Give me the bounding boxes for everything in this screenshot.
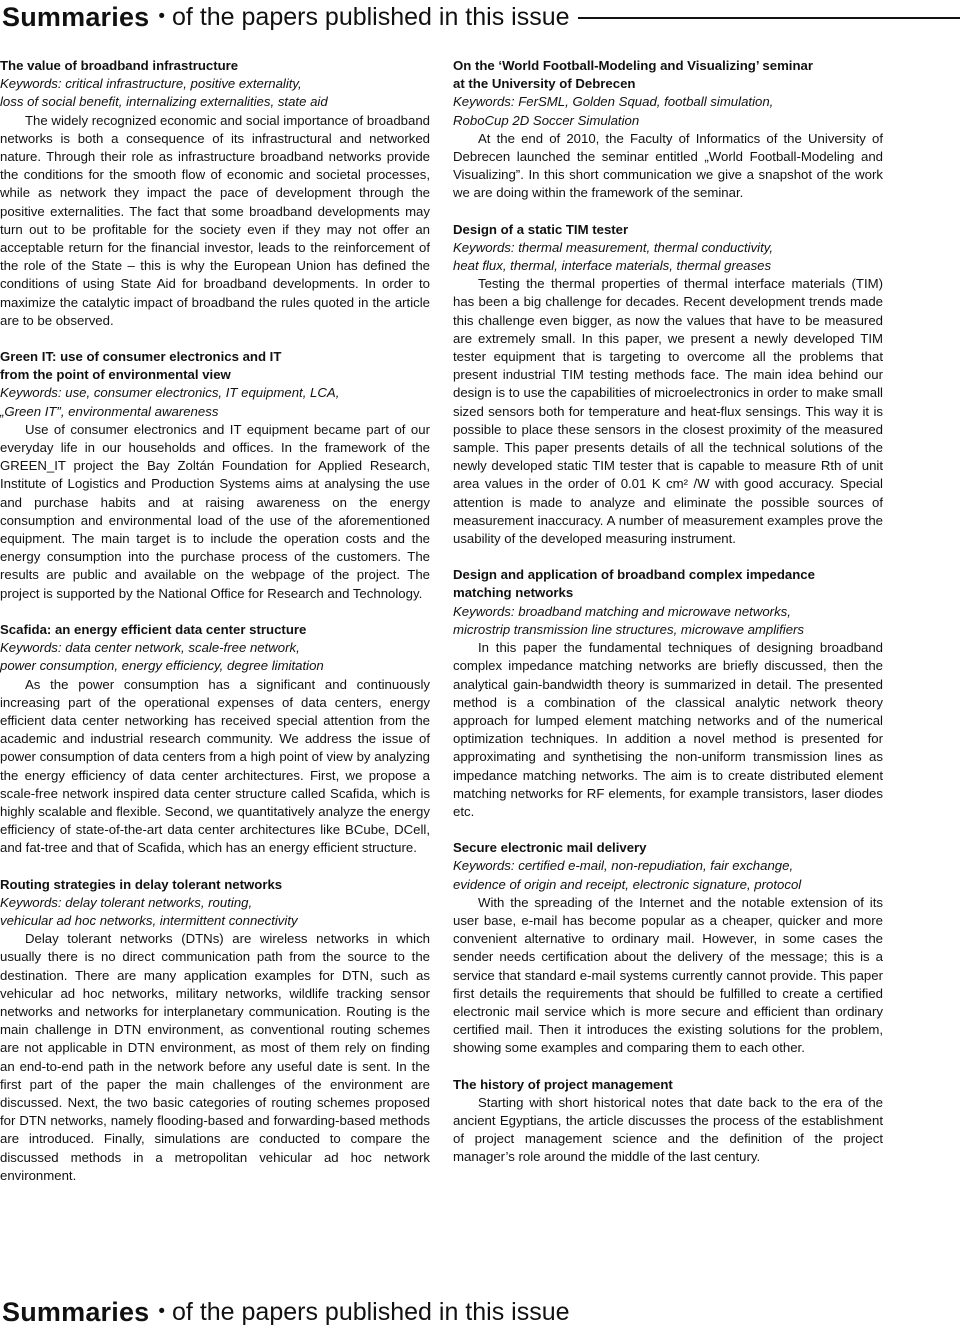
article-title-line: at the University of Debrecen [453, 76, 636, 92]
keywords-line: Keywords: certified e-mail, non-repudiation, fair exchange, [453, 858, 794, 874]
article-title [0, 876, 430, 894]
page-footer [0, 1295, 960, 1329]
article-title-line: Routing strategies in delay tolerant networks [0, 876, 283, 892]
article-body: In this paper the fundamental techniques of designing broadband complex impedance matching networks are briefly discussed, then the analytical gain-bandwidth theory is summarized in detail. The presented method is a combination of the classical analytic network theory approach for lumped element matching networks and of the numerical optimization techniques. In addition a novel method is presented for approximating and synthetising the non-uniform transmission lines as impedance matching networks. The aim is to create distributed element matching networks for RF elements, for example transistors, laser diodes etc. [453, 640, 883, 819]
header-rule [578, 17, 960, 19]
article-title [453, 221, 883, 239]
article-body: At the end of 2010, the Faculty of Informatics of the University of Debrecen launched the seminar entitled „World Football-Modeling and Visualizing”. In this short communication we give a snapshot of the work we are doing within the framework of the seminar. [453, 130, 883, 201]
left-column [0, 57, 430, 1203]
keywords-line: heat flux, thermal, interface materials, thermal greases [453, 258, 772, 274]
keywords-line: Keywords: delay tolerant networks, routing, [0, 894, 253, 910]
article-title-line: On the ‘World Football-Modeling and Visualizing’ seminar [453, 58, 813, 73]
article [0, 348, 430, 603]
footer-bullet: • [158, 1301, 166, 1322]
keywords-line: Keywords: critical infrastructure, positive externality, [0, 76, 302, 92]
article-title-line: Design and application of broadband complex impedance [453, 567, 815, 583]
page-header [0, 0, 960, 34]
article-body: With the spreading of the Internet and the notable extension of its user base, e-mail has become popular as a cheaper, quicker and more convenient alternative to ordinary mail. However, in some cases the sender needs certification about the delivery of the message; this is a service that standard e-mail systems currently cannot provide. This paper first details the requirements that should be fulfilled to create a certified electronic mail service which is more secure and efficient than ordinary certified mail. Then it introduces the existing solutions for the problem, showing some examples and comparing them to each other. [453, 894, 883, 1056]
article [453, 221, 883, 549]
article [0, 876, 430, 1185]
article-keywords [0, 384, 430, 420]
keywords-line: evidence of origin and receipt, electronic signature, protocol [453, 876, 802, 892]
right-column [453, 57, 883, 1185]
article-body: Testing the thermal properties of thermal interface materials (TIM) has been a big challenge for decades. Recent development trends made this challenge even bigger, as now the values that have to be measured are extremely small. In this paper, we present a newly developed TIM tester equipment that is targeting to overcome all the problems that present industrial TIM testing methods face. The main idea behind our design is to use the capabilities of microelectronics in order to make small sized sensors both for temperature and heat-flux sensings. This way it is possible to place these sensors in the closest proximity of the measured sample. This paper presents details of all the technical solutions of the newly developed static TIM tester that is capable to measure Rth of unit area values in the order of 0.01 K cm² /W with good accuracy. Special attention is made to analyze and eliminate the possible sources of measurement inaccuracy. A number of measurement examples prove the usability of the developed measuring instrument. [453, 276, 883, 547]
article-title [453, 1076, 883, 1094]
article-keywords [0, 75, 430, 111]
article-title [0, 57, 430, 75]
article-keywords [453, 93, 883, 129]
article-body: As the power consumption has a significant and continuously increasing part of the operational expenses of data centers, energy efficient data center networking has received special attention from the academic and industrial research community. We address the issue of power consumption of data centers from a high point of view by analyzing the energy efficiency of data center architectures. First, we propose a scale-free network inspired data center structure called Scafida, which is highly scalable and flexible. Second, we quantitatively analyze the energy efficiency of state-of-the-art data center architectures like BCube, DCell, and fat-tree and that of Scafida, which has an energy efficient structure. [0, 676, 430, 856]
keywords-line: Keywords: broadband matching and microwave networks, [453, 603, 791, 619]
keywords-line: Keywords: data center network, scale-free network, [0, 640, 300, 656]
article-body: Starting with short historical notes that date back to the era of the ancient Egyptians, the article discusses the process of the establishment of project management science and the definition of the project manager’s role around the middle of the last century. [453, 1094, 883, 1165]
keywords-line: Keywords: thermal measurement, thermal conductivity, [453, 239, 774, 255]
header-title-bold: Summaries [2, 1, 150, 32]
keywords-line: vehicular ad hoc networks, intermittent connectivity [0, 912, 298, 928]
article-keywords [453, 603, 883, 639]
article [453, 566, 883, 821]
article-body: Use of consumer electronics and IT equipment became part of our everyday life in our households and offices. In the framework of the GREEN_IT project the Bay Zoltán Foundation for Applied Research, Institute of Logistics and Production Systems aims at analysing the use and purchase habits and at raising awareness on the energy consumption and environmental load of the use of the aforementioned equipment. The main target is to include the operation costs and the energy consumption into the purchase process of the customers. The results are public and available on the webpage of the project. The project is supported by the National Office for Research and Technology. [0, 421, 430, 601]
article-title-line: Design of a static TIM tester [453, 221, 629, 237]
keywords-line: Keywords: FerSML, Golden Squad, football simulation, [453, 94, 774, 110]
keywords-line: RoboCup 2D Soccer Simulation [453, 112, 640, 128]
article [453, 839, 883, 1057]
article [453, 57, 883, 203]
keywords-line: Keywords: use, consumer electronics, IT equipment, LCA, [0, 385, 340, 401]
keywords-line: „Green IT”, environmental awareness [0, 403, 219, 419]
article-title-line: from the point of environmental view [0, 367, 231, 383]
article [0, 57, 430, 330]
article-keywords [453, 857, 883, 893]
keywords-line: microstrip transmission line structures, microwave amplifiers [453, 621, 805, 637]
header-bullet: • [158, 6, 166, 27]
header-title-rest: of the papers published in this issue [172, 2, 570, 31]
article [0, 621, 430, 858]
article-title [453, 839, 883, 857]
article-keywords [0, 894, 430, 930]
article [453, 1076, 883, 1167]
article-title-line: Green IT: use of consumer electronics and IT [0, 349, 282, 365]
article-title-line: The history of project management [453, 1076, 673, 1092]
keywords-line: power consumption, energy efficiency, degree limitation [0, 658, 324, 674]
article-title-line: matching networks [453, 585, 574, 601]
article-title [0, 621, 430, 639]
keywords-line: loss of social benefit, internalizing externalities, state aid [0, 94, 328, 110]
article-body: The widely recognized economic and social importance of broadband networks is both a consequence of its infrastructural and networked nature. Through their role as infrastructure broadband networks provide the conditions for the smooth flow of economic and societal processes, while as network they impact the pace of development through the positive externalities. The fact that some broadband developments may turn out to be profitable for the society even if they may not offer an acceptable return for the financial investor, leads to the reinforcement of the role of the State – this is why the European Union has defined the conditions of using State Aid for broadband developments. In order to maximize the catalytic impact of broadband the rules quoted in the article are to be observed. [0, 112, 430, 328]
article-title [453, 57, 883, 93]
article-body: Delay tolerant networks (DTNs) are wireless networks in which usually there is no direct communication path from the source to the destination. There are many application examples for DTN, such as vehicular ad hoc networks, military networks, wildlife tracking sensor networks and networks for interplanetary communication. Routing is the main challenge in DTN environment, as conventional routing schemes are not applicable in DTN environment, as most of them rely on finding an end-to-end path in the network before any useful date is sent. In the first part of the paper the main challenges of the environment are discussed. Next, the two basic categories of routing schemes proposed for DTN networks, namely flooding-based and forwarding-based methods are introduced. Finally, simulations are conducted to compare the discussed methods in a metropolitan vehicular ad hoc network environment. [0, 931, 430, 1183]
article-title [0, 348, 430, 384]
article-keywords [0, 639, 430, 675]
article-title-line: Secure electronic mail delivery [453, 840, 647, 856]
article-title [453, 566, 883, 602]
footer-title-bold: Summaries [2, 1296, 150, 1327]
article-keywords [453, 239, 883, 275]
article-title-line: The value of broadband infrastructure [0, 58, 239, 73]
article-title-line: Scafida: an energy efficient data center structure [0, 621, 307, 637]
footer-title-rest: of the papers published in this issue [172, 1297, 570, 1326]
